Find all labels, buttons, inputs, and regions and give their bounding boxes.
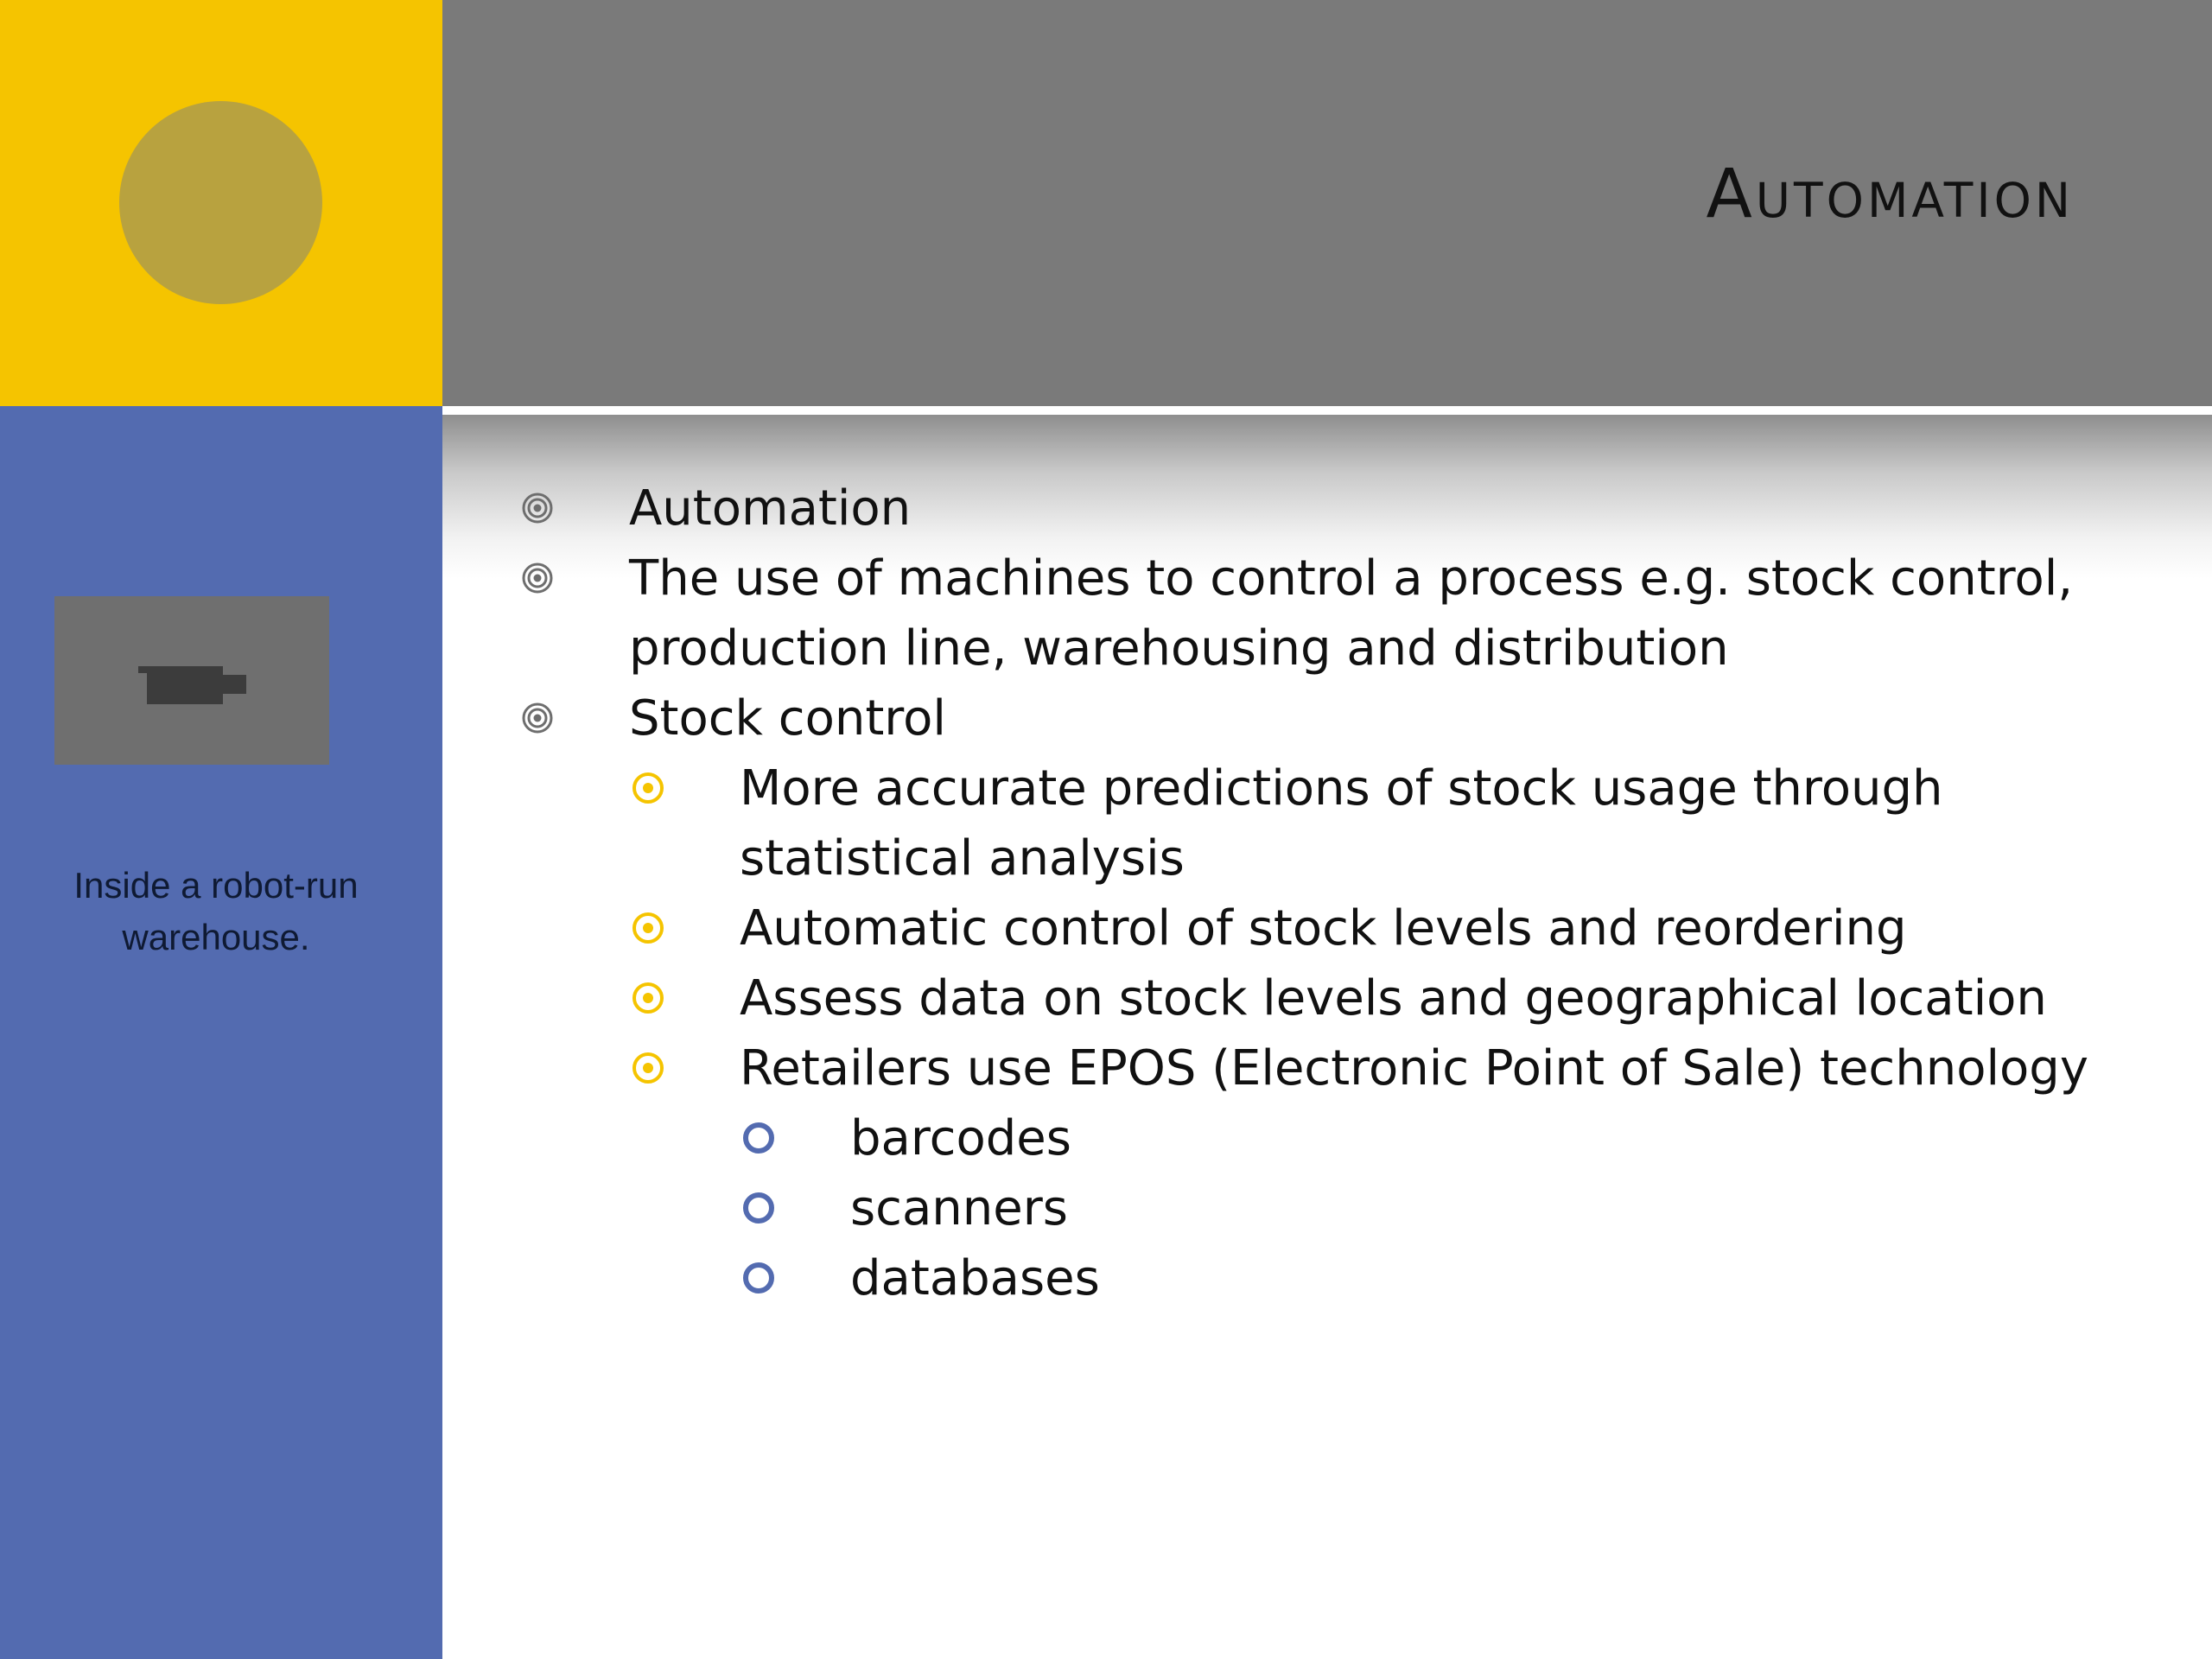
title-divider [442,406,2212,415]
bullet-level2 [518,893,2143,963]
bullet-level3 [518,1103,2143,1173]
bullet-level1 [518,543,2143,683]
accent-block [0,0,442,406]
picture-placeholder [54,596,329,765]
bullet-list [518,474,2143,1313]
sidebar [0,406,442,1659]
dot-circle-bullet-icon [631,911,665,945]
bullet-text: Stock control [629,690,946,747]
bullet-level2 [518,1033,2143,1103]
bullet-level2 [518,753,2143,893]
bullet-text: Automation [629,480,912,537]
slide-title: Automation [1706,156,2074,233]
bullet-text: Assess data on stock levels and geographical location [740,970,2047,1027]
bullet-level1 [518,474,2143,543]
dot-circle-bullet-icon [631,1051,665,1085]
bullet-text: Automatic control of stock levels and reordering [740,900,1907,957]
title-bar [442,0,2212,406]
bullet-level3 [518,1243,2143,1313]
target-bullet-icon [520,491,555,525]
ring-bullet-icon [741,1261,776,1295]
ring-bullet-icon [741,1191,776,1225]
camera-icon [138,659,246,707]
dot-circle-bullet-icon [631,771,665,805]
dot-circle-bullet-icon [631,981,665,1015]
bullet-text: Retailers use EPOS (Electronic Point of Sale) technology [740,1040,2088,1096]
ring-bullet-icon [741,1121,776,1155]
target-bullet-icon [520,561,555,595]
bullet-text: The use of machines to control a process e.g. stock control, production line, warehousing and distribution [629,550,2074,677]
bullet-text: scanners [850,1180,1068,1236]
bullet-text: More accurate predictions of stock usage through statistical analysis [740,760,1943,887]
target-bullet-icon [520,701,555,735]
bullet-level1 [518,683,2143,753]
bullet-text: barcodes [850,1110,1071,1166]
bullet-text: databases [850,1250,1100,1306]
bullet-level2 [518,963,2143,1033]
bullet-level3 [518,1173,2143,1243]
decorative-circle [119,101,322,304]
image-caption: Inside a robot-run warehouse. [73,865,359,957]
